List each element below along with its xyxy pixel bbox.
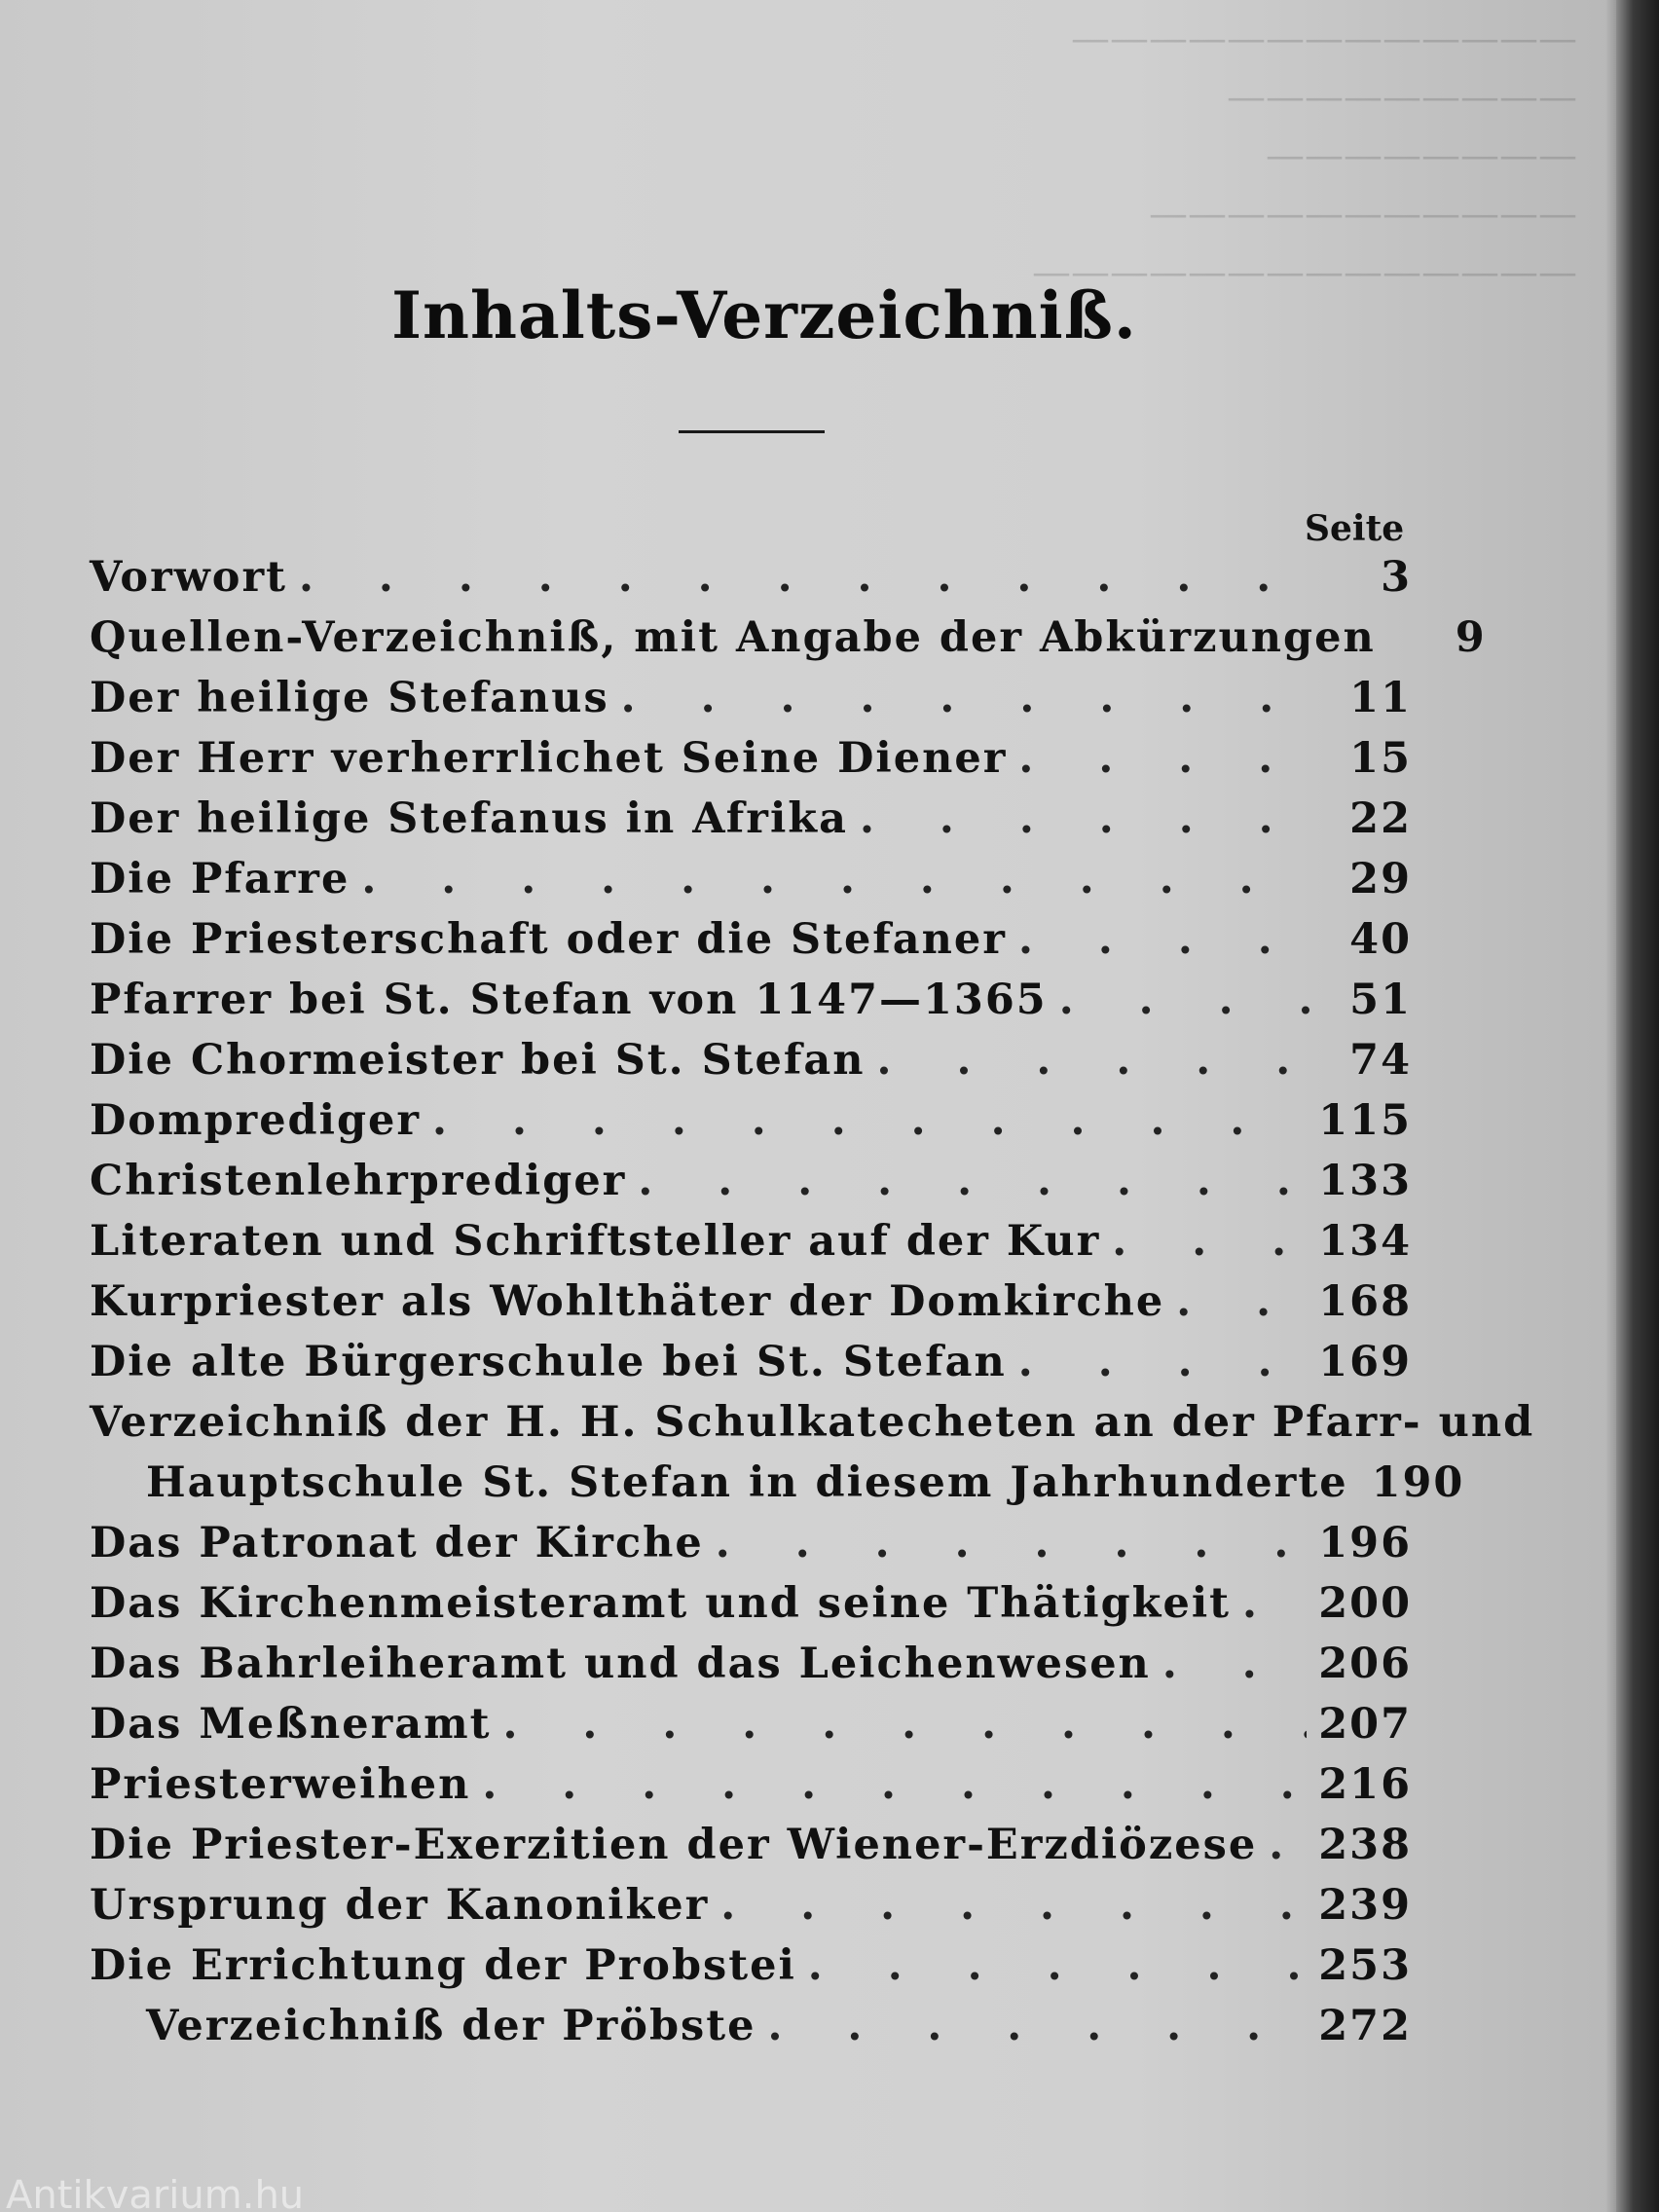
toc-entry-label: Das Patronat der Kirche — [90, 1519, 704, 1567]
toc-entry-page: 3 — [1381, 553, 1412, 602]
bleed-through-text: ————————————— ————————— ———————— ——————————— —————————————— — [1032, 17, 1577, 295]
toc-entry-page: 29 — [1349, 855, 1412, 903]
dot-leader — [808, 1941, 1307, 1990]
toc-entry-page: 22 — [1349, 794, 1412, 843]
toc-entry-label: Quellen-Verzeichniß, mit Angabe der Abkürzungen — [90, 613, 1376, 662]
toc-entry-label: Domprediger — [90, 1096, 422, 1145]
toc-entry — [90, 1760, 1412, 1821]
toc-entry-label: Das Meßneramt — [90, 1700, 492, 1749]
toc-entry — [90, 1579, 1412, 1640]
toc-entry — [90, 1036, 1412, 1096]
dot-leader — [502, 1700, 1307, 1749]
toc-entry-page: 238 — [1318, 1821, 1412, 1869]
toc-entry — [90, 1338, 1412, 1398]
dot-leader — [1018, 915, 1312, 964]
toc-entry-page: 239 — [1318, 1881, 1412, 1930]
dot-leader — [1018, 734, 1312, 783]
dot-leader — [638, 1157, 1307, 1205]
dot-leader — [1242, 1579, 1307, 1628]
toc-entry-page: 133 — [1318, 1157, 1412, 1205]
dot-leader — [621, 674, 1312, 722]
toc-entry-label: Priesterweihen — [90, 1760, 471, 1809]
toc-entry — [146, 1458, 1465, 1519]
toc-entry — [90, 1881, 1412, 1941]
toc-entry — [90, 976, 1412, 1036]
toc-entry-page: 15 — [1349, 734, 1412, 783]
toc-entry-label: Hauptschule St. Stefan in diesem Jahrhunderte — [146, 1458, 1348, 1507]
dot-leader — [482, 1760, 1307, 1809]
toc-entry-page: 216 — [1318, 1760, 1412, 1809]
toc-entry-page: 11 — [1349, 674, 1412, 722]
toc-entry — [90, 1941, 1412, 2002]
toc-entry — [90, 915, 1412, 976]
toc-entry-label: Das Kirchenmeisteramt und seine Thätigkeit — [90, 1579, 1232, 1628]
toc-entry-page: 196 — [1318, 1519, 1412, 1567]
toc-entry-label: Der Herr verherrlichet Seine Diener — [90, 734, 1008, 783]
toc-entry-label: Der heilige Stefanus in Afrika — [90, 794, 848, 843]
toc-entry — [90, 1821, 1412, 1881]
toc-entry-page: 74 — [1349, 1036, 1412, 1085]
toc-entry-page: 207 — [1318, 1700, 1412, 1749]
dot-leader — [1176, 1277, 1307, 1326]
dot-leader — [877, 1036, 1312, 1085]
toc-entry-label: Vorwort — [90, 553, 287, 602]
toc-entry-label: Ursprung der Kanoniker — [90, 1881, 710, 1930]
toc-entry-page: 272 — [1318, 2002, 1412, 2050]
toc-entry — [90, 613, 1487, 674]
toc-entry-page: 168 — [1318, 1277, 1412, 1326]
toc-entry — [90, 1277, 1412, 1338]
toc-entry-page: 9 — [1455, 613, 1487, 662]
dot-leader — [299, 553, 1312, 602]
toc-entry — [90, 674, 1412, 734]
toc-entry-label: Die alte Bürgerschule bei St. Stefan — [90, 1338, 1007, 1386]
toc-entry — [90, 1640, 1412, 1700]
dot-leader — [1112, 1217, 1307, 1266]
toc-entry-label: Die Errichtung der Probstei — [90, 1941, 796, 1990]
title-rule — [679, 430, 825, 433]
dot-leader — [361, 855, 1312, 903]
page-edge — [1606, 0, 1616, 2212]
toc-entry-label: Literaten und Schriftsteller auf der Kur — [90, 1217, 1101, 1266]
toc-entry-page: 115 — [1318, 1096, 1412, 1145]
toc-entry — [90, 855, 1412, 915]
toc-entry-label: Christenlehrprediger — [90, 1157, 627, 1205]
dot-leader — [432, 1096, 1307, 1145]
toc-entry-page: 51 — [1349, 976, 1412, 1024]
toc-entry-page: 200 — [1318, 1579, 1412, 1628]
dot-leader — [1269, 1821, 1307, 1869]
toc-entry — [90, 1217, 1412, 1277]
toc-entry — [90, 1700, 1412, 1760]
toc-entry-page: 190 — [1371, 1458, 1465, 1507]
toc-entry-page: 206 — [1318, 1640, 1412, 1688]
toc-entry-page: 253 — [1318, 1941, 1412, 1990]
toc-entry — [90, 1096, 1412, 1157]
toc-entry-label: Die Priester-Exerzitien der Wiener-Erzdiözese — [90, 1821, 1258, 1869]
book-spine — [1616, 0, 1659, 2212]
toc-entry — [90, 553, 1412, 613]
toc-entry-label: Der heilige Stefanus — [90, 674, 609, 722]
toc-entry-page: 134 — [1318, 1217, 1412, 1266]
dot-leader — [767, 2002, 1307, 2050]
toc-entry-label: Kurpriester als Wohlthäter der Domkirche — [90, 1277, 1165, 1326]
page-column-header: Seite — [1305, 508, 1405, 549]
dot-leader — [1059, 976, 1312, 1024]
toc-entry-page: 40 — [1349, 915, 1412, 964]
toc-entry-label: Das Bahrleiheramt und das Leichenwesen — [90, 1640, 1151, 1688]
toc-entry-label: Die Chormeister bei St. Stefan — [90, 1036, 866, 1085]
dot-leader — [860, 794, 1312, 843]
dot-leader — [1018, 1338, 1307, 1386]
page-title: Inhalts-Verzeichniß. — [391, 277, 1137, 353]
dot-leader — [720, 1881, 1307, 1930]
toc-entry — [90, 1157, 1412, 1217]
toc-entry-label: Verzeichniß der H. H. Schulkatecheten an der Pfarr- und — [90, 1398, 1535, 1447]
toc-entry — [90, 734, 1412, 794]
toc-entry-label: Die Priesterschaft oder die Stefaner — [90, 915, 1007, 964]
dot-leader — [716, 1519, 1307, 1567]
watermark: Antikvarium.hu — [6, 2179, 305, 2212]
toc-entry-page: 169 — [1318, 1338, 1412, 1386]
toc-entry-label: Pfarrer bei St. Stefan von 1147—1365 — [90, 976, 1048, 1024]
toc-entry-label: Die Pfarre — [90, 855, 350, 903]
toc-entry-label: Verzeichniß der Pröbste — [146, 2002, 756, 2050]
toc-entry — [90, 1398, 1535, 1458]
toc-entry — [146, 2002, 1412, 2062]
dot-leader — [1162, 1640, 1307, 1688]
toc-entry — [90, 1519, 1412, 1579]
toc-entry — [90, 794, 1412, 855]
